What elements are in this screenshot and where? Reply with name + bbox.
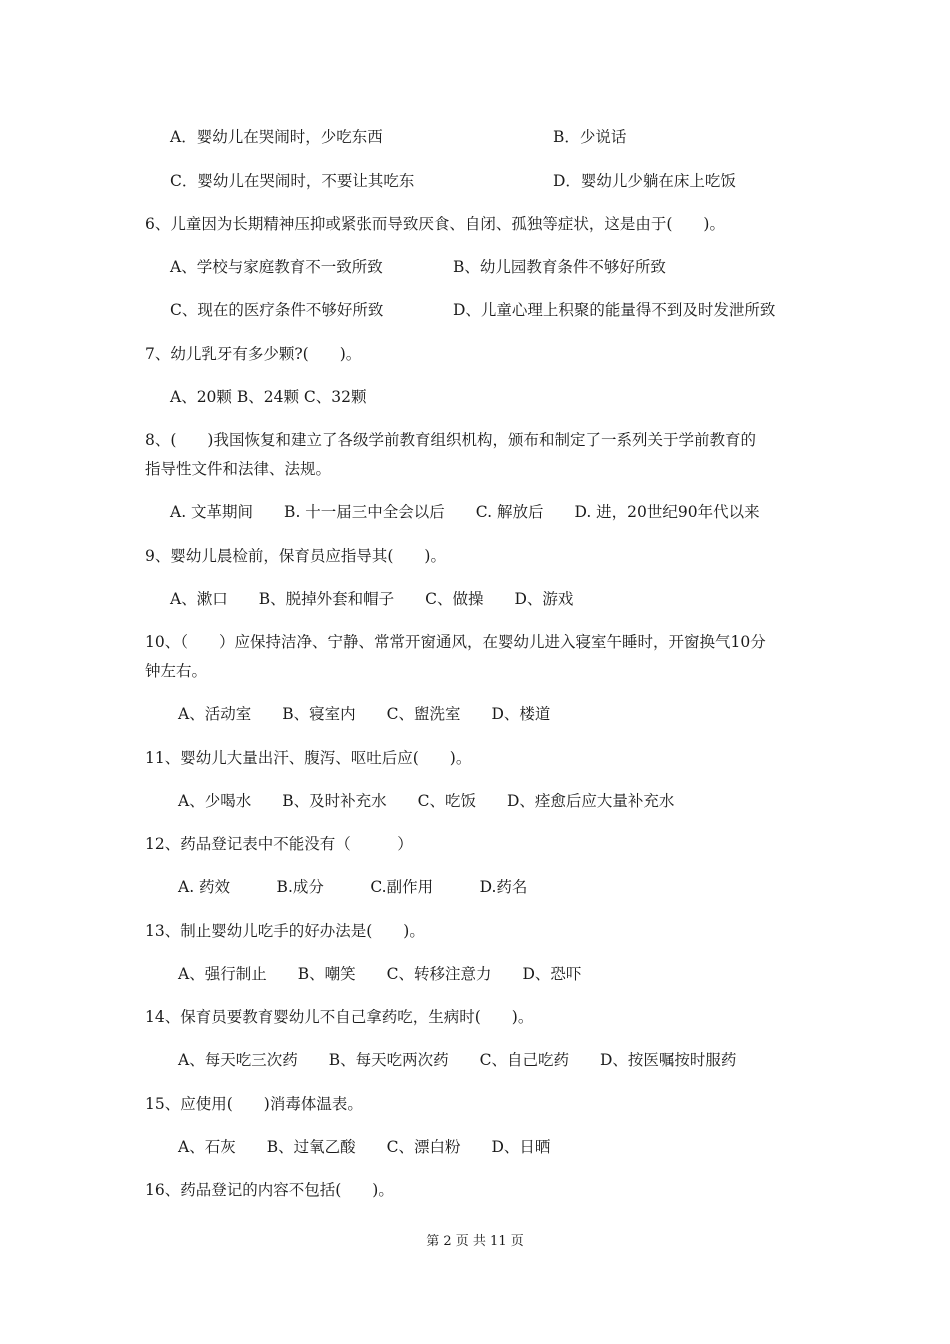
q6-stem: 6、儿童因为长期精神压抑或紧张而导致厌食、自闭、孤独等症状，这是由于( )。 — [145, 215, 725, 233]
q5-option-a: A．婴幼儿在哭闹时，少吃东西 — [170, 128, 383, 146]
q8-options: A. 文革期间 B. 十一届三中全会以后 C. 解放后 D. 进，20世纪90年代以来 — [170, 503, 760, 521]
page-number-footer: 第 2 页 共 11 页 — [426, 1234, 524, 1249]
q5-option-d: D．婴幼儿少躺在床上吃饭 — [553, 172, 736, 190]
q11-stem: 11、婴幼儿大量出汗、腹泻、呕吐后应( )。 — [145, 749, 472, 767]
q10-options: A、活动室 B、寝室内 C、盥洗室 D、楼道 — [178, 705, 551, 723]
q9-options: A、漱口 B、脱掉外套和帽子 C、做操 D、游戏 — [170, 590, 574, 608]
q10-stem-line1: 10、（ ）应保持洁净、宁静、常常开窗通风，在婴幼儿进入寝室午睡时，开窗换气10分 — [145, 633, 766, 651]
q6-option-c: C、现在的医疗条件不够好所致 — [170, 301, 384, 319]
q11-options: A、少喝水 B、及时补充水 C、吃饭 D、痊愈后应大量补充水 — [178, 792, 675, 810]
q6-option-a: A、学校与家庭教育不一致所致 — [170, 258, 383, 276]
q15-options: A、石灰 B、过氧乙酸 C、漂白粉 D、日晒 — [178, 1138, 551, 1156]
q10-stem-line2: 钟左右。 — [145, 662, 208, 680]
q16-stem: 16、药品登记的内容不包括( )。 — [145, 1181, 394, 1199]
q9-stem: 9、婴幼儿晨检前，保育员应指导其( )。 — [145, 547, 446, 565]
q8-stem-line2: 指导性文件和法律、法规。 — [145, 460, 332, 478]
q5-option-b: B．少说话 — [553, 128, 627, 146]
q7-stem: 7、幼儿乳牙有多少颗?( )。 — [145, 345, 362, 363]
q14-options: A、每天吃三次药 B、每天吃两次药 C、自己吃药 D、按医嘱按时服药 — [178, 1051, 737, 1069]
q12-options: A. 药效 B.成分 C.副作用 D.药名 — [178, 878, 528, 896]
q8-stem-line1: 8、( )我国恢复和建立了各级学前教育组织机构，颁布和制定了一系列关于学前教育的 — [145, 431, 756, 449]
q13-options: A、强行制止 B、嘲笑 C、转移注意力 D、恐吓 — [178, 965, 582, 983]
q6-option-b: B、幼儿园教育条件不够好所致 — [453, 258, 666, 276]
q5-option-c: C．婴幼儿在哭闹时，不要让其吃东 — [170, 172, 415, 190]
q15-stem: 15、应使用( )消毒体温表。 — [145, 1095, 363, 1113]
q13-stem: 13、制止婴幼儿吃手的好办法是( )。 — [145, 922, 425, 940]
q14-stem: 14、保育员要教育婴幼儿不自己拿药吃，生病时( )。 — [145, 1008, 534, 1026]
q6-option-d: D、儿童心理上积聚的能量得不到及时发泄所致 — [453, 301, 776, 319]
q12-stem: 12、药品登记表中不能没有（ ） — [145, 835, 413, 853]
q7-options: A、20颗 B、24颗 C、32颗 — [170, 388, 367, 406]
